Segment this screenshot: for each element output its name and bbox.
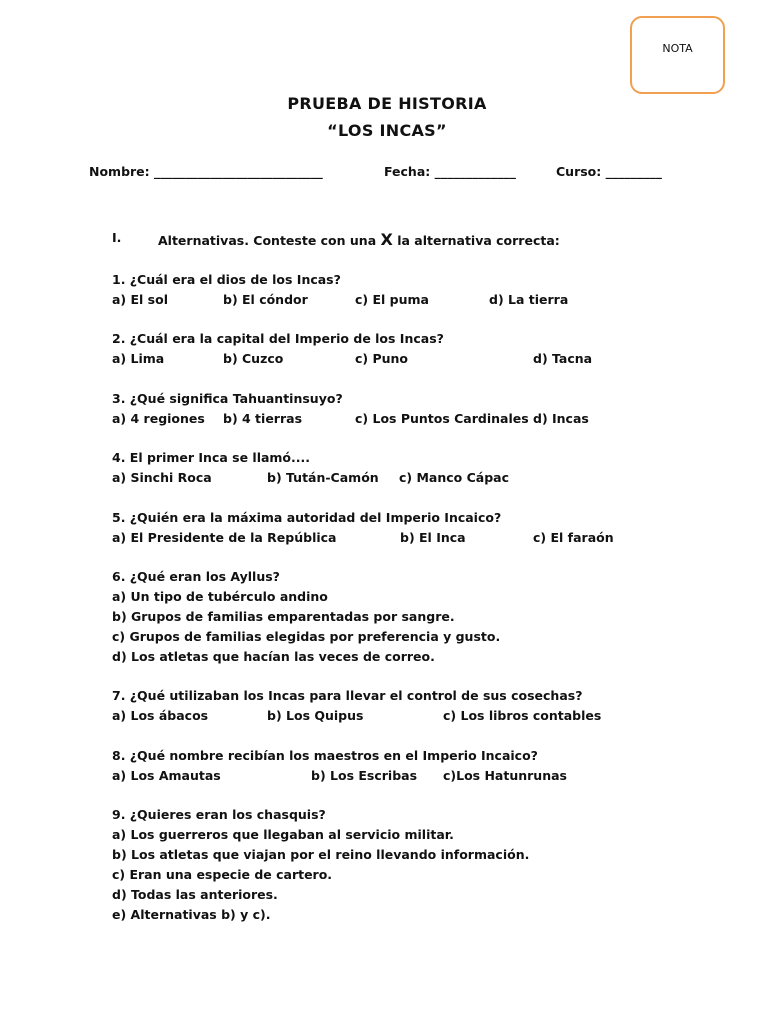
q4-option-b[interactable]: b) Tután-Camón bbox=[267, 470, 379, 485]
q7-option-c[interactable]: c) Los libros contables bbox=[443, 708, 602, 723]
q8-option-a[interactable]: a) Los Amautas bbox=[112, 768, 221, 783]
question-7: 7. ¿Qué utilizaban los Incas para llevar el control de sus cosechas? bbox=[112, 688, 583, 703]
q6-option-c[interactable]: c) Grupos de familias elegidas por preferencia y gusto. bbox=[112, 629, 501, 644]
nombre-field[interactable]: Nombre: ___________________________ bbox=[89, 164, 323, 179]
q6-option-b[interactable]: b) Grupos de familias emparentadas por sangre. bbox=[112, 609, 455, 624]
q3-option-a[interactable]: a) 4 regiones bbox=[112, 411, 205, 426]
question-2: 2. ¿Cuál era la capital del Imperio de los Incas? bbox=[112, 331, 444, 346]
question-3: 3. ¿Qué significa Tahuantinsuyo? bbox=[112, 391, 343, 406]
q5-option-b[interactable]: b) El Inca bbox=[400, 530, 466, 545]
q3-option-b[interactable]: b) 4 tierras bbox=[223, 411, 303, 426]
q9-option-a[interactable]: a) Los guerreros que llegaban al servicio militar. bbox=[112, 827, 454, 842]
q6-option-d[interactable]: d) Los atletas que hacían las veces de correo. bbox=[112, 649, 435, 664]
q4-option-a[interactable]: a) Sinchi Roca bbox=[112, 470, 212, 485]
q6-option-a[interactable]: a) Un tipo de tubérculo andino bbox=[112, 589, 328, 604]
q1-option-b[interactable]: b) El cóndor bbox=[223, 292, 308, 307]
q5-option-a[interactable]: a) El Presidente de la República bbox=[112, 530, 337, 545]
q2-option-a[interactable]: a) Lima bbox=[112, 351, 165, 366]
q5-option-c[interactable]: c) El faraón bbox=[533, 530, 614, 545]
curso-field[interactable]: Curso: _________ bbox=[556, 164, 662, 179]
question-8: 8. ¿Qué nombre recibían los maestros en el Imperio Incaico? bbox=[112, 748, 538, 763]
q2-option-b[interactable]: b) Cuzco bbox=[223, 351, 284, 366]
q1-option-a[interactable]: a) El sol bbox=[112, 292, 168, 307]
q9-option-c[interactable]: c) Eran una especie de cartero. bbox=[112, 867, 333, 882]
page-subtitle: “LOS INCAS” bbox=[327, 121, 447, 140]
q9-option-b[interactable]: b) Los atletas que viajan por el reino llevando información. bbox=[112, 847, 530, 862]
q8-option-b[interactable]: b) Los Escribas bbox=[311, 768, 418, 783]
nota-label: NOTA bbox=[662, 42, 693, 55]
instruction-text-after: la alternativa correcta: bbox=[397, 233, 560, 248]
q3-option-d[interactable]: d) Incas bbox=[533, 411, 589, 426]
q9-option-d[interactable]: d) Todas las anteriores. bbox=[112, 887, 278, 902]
q1-option-d[interactable]: d) La tierra bbox=[489, 292, 569, 307]
q7-option-b[interactable]: b) Los Quipus bbox=[267, 708, 364, 723]
question-9: 9. ¿Quieres eran los chasquis? bbox=[112, 807, 326, 822]
q3-option-c[interactable]: c) Los Puntos Cardinales bbox=[355, 411, 529, 426]
question-6: 6. ¿Qué eran los Ayllus? bbox=[112, 569, 280, 584]
q2-option-c[interactable]: c) Puno bbox=[355, 351, 409, 366]
nota-box bbox=[630, 16, 725, 94]
section-instruction bbox=[158, 230, 560, 249]
x-mark: X bbox=[380, 230, 393, 249]
page-title: PRUEBA DE HISTORIA bbox=[287, 94, 487, 113]
question-1: 1. ¿Cuál era el dios de los Incas? bbox=[112, 272, 341, 287]
question-5: 5. ¿Quién era la máxima autoridad del Imperio Incaico? bbox=[112, 510, 502, 525]
instruction-text-before: Alternativas. Conteste con una bbox=[158, 233, 377, 248]
q8-option-c[interactable]: c)Los Hatunrunas bbox=[443, 768, 567, 783]
q4-option-c[interactable]: c) Manco Cápac bbox=[399, 470, 509, 485]
fecha-field[interactable]: Fecha: _____________ bbox=[384, 164, 516, 179]
q1-option-c[interactable]: c) El puma bbox=[355, 292, 429, 307]
q7-option-a[interactable]: a) Los ábacos bbox=[112, 708, 209, 723]
question-4: 4. El primer Inca se llamó.... bbox=[112, 450, 311, 465]
section-numeral: I. bbox=[112, 230, 122, 245]
q9-option-e[interactable]: e) Alternativas b) y c). bbox=[112, 907, 271, 922]
q2-option-d[interactable]: d) Tacna bbox=[533, 351, 593, 366]
